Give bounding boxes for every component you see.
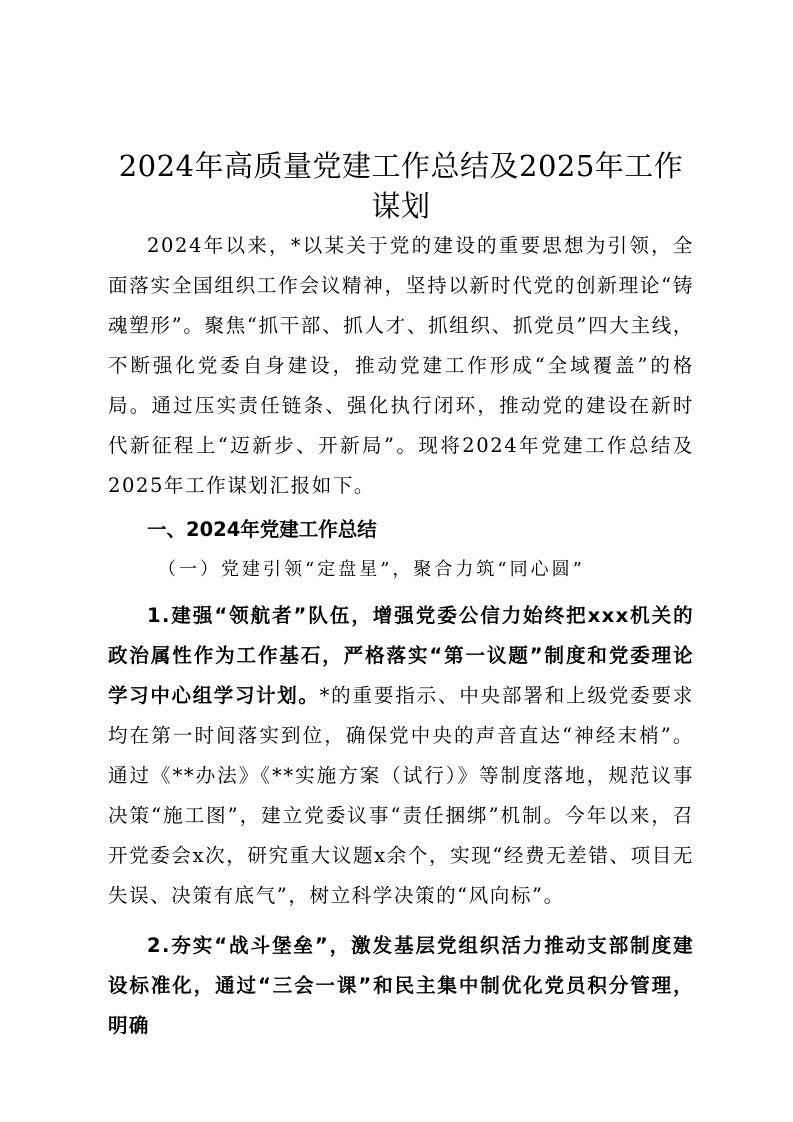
list-item-1 bbox=[108, 596, 694, 916]
subsection-heading-1: （一）党建引领“定盘星”，聚合力筑“同心圆” bbox=[158, 559, 585, 580]
document-title: 2024年高质量党建工作总结及2025年工作谋划 bbox=[118, 149, 684, 223]
item-1-body: *的重要指示、中央部署和上级党委要求均在第一时间落实到位，确保党中央的声音直达“神经末梢”。通过《**办法》《**实施方案（试行）》等制度落地，规范议事决策“施工图”，建立党委议事“责任捆绑”机制。今年以来，召开党委会x次，研究重大议题x余个，实现“经费无差错、项目无失误、决策有底气”，树立科学决策的“风向标”。 bbox=[108, 684, 694, 907]
document-content bbox=[108, 146, 694, 1046]
list-item-2 bbox=[108, 926, 694, 1046]
section-heading-1: 一、2024年党建工作总结 bbox=[147, 518, 377, 541]
item-1-lead: 1.建强“领航者”队伍，增强党委公信力始终把xxx机关的政治属性作为工作基石，严格落实“第一议题”制度和党委理论学习中心组学习计划。 bbox=[108, 604, 694, 707]
paragraph-gap bbox=[108, 916, 694, 926]
item-2-lead: 2.夯实“战斗堡垒”，激发基层党组织活力推动支部制度建设标准化，通过“三会一课”和民主集中制优化党员积分管理，明确 bbox=[108, 934, 694, 1037]
intro-paragraph: 2024年以来，*以某关于党的建设的重要思想为引领，全面落实全国组织工作会议精神，坚持以新时代党的创新理论“铸魂塑形”。聚焦“抓干部、抓人才、抓组织、抓党员”四大主线，不断强化党委自身建设，推动党建工作形成“全域覆盖”的格局。通过压实责任链条、强化执行闭环，推动党的建设在新时代新征程上“迈新步、开新局”。现将2024年党建工作总结及2025年工作谋划汇报如下。 bbox=[108, 234, 694, 497]
